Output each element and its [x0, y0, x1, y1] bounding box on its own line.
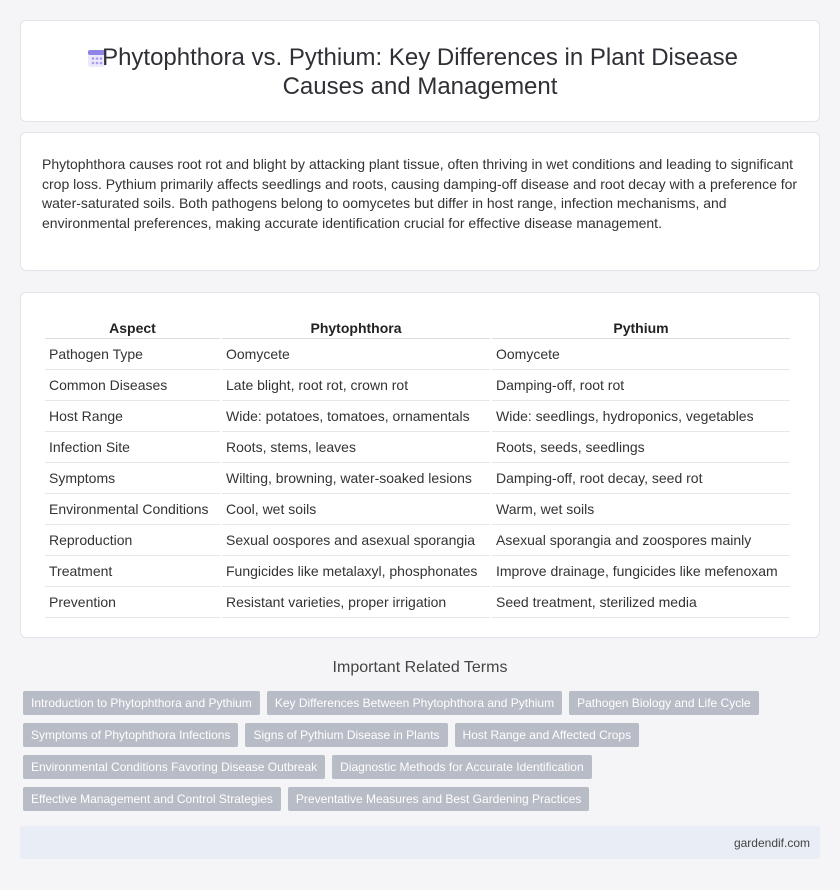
- cell-pythium: Oomycete: [492, 339, 790, 370]
- table-row: [45, 587, 790, 618]
- cell-phytophthora: Cool, wet soils: [222, 494, 490, 525]
- cell-aspect: Symptoms: [45, 463, 220, 494]
- cell-pythium: Wide: seedlings, hydroponics, vegetables: [492, 401, 790, 432]
- cell-aspect: Infection Site: [45, 432, 220, 463]
- cell-phytophthora: Wide: potatoes, tomatoes, ornamentals: [222, 401, 490, 432]
- cell-phytophthora: Fungicides like metalaxyl, phosphonates: [222, 556, 490, 587]
- table-row: [45, 370, 790, 401]
- table-row: [45, 432, 790, 463]
- table-header-row: [45, 317, 790, 339]
- table-row: [45, 556, 790, 587]
- cell-pythium: Asexual sporangia and zoospores mainly: [492, 525, 790, 556]
- cell-phytophthora: Resistant varieties, proper irrigation: [222, 587, 490, 618]
- header-aspect: Aspect: [45, 317, 220, 339]
- table-row: [45, 339, 790, 370]
- cell-aspect: Pathogen Type: [45, 339, 220, 370]
- table-row: [45, 525, 790, 556]
- related-term-tag[interactable]: Key Differences Between Phytophthora and Pythium: [267, 691, 562, 715]
- header-card: [20, 20, 820, 122]
- related-term-tag[interactable]: Introduction to Phytophthora and Pythium: [23, 691, 260, 715]
- footer: [20, 826, 820, 859]
- cell-pythium: Damping-off, root rot: [492, 370, 790, 401]
- page-title: Phytophthora vs. Pythium: Key Differences in Plant Disease Causes and Management: [102, 44, 738, 100]
- cell-aspect: Common Diseases: [45, 370, 220, 401]
- table-row: [45, 494, 790, 525]
- related-terms-list: [23, 691, 823, 819]
- intro-paragraph: Phytophthora causes root rot and blight by attacking plant tissue, often thriving in wet conditions and leading to significant crop loss. Pythium primarily affects seedlings and roots, causing damping-off disease and root decay with a preference for water-saturated soils. Both pathogens belong to oomycetes but differ in host range, infection mechanisms, and environmental preferences, making accurate identification crucial for effective disease management.: [42, 156, 798, 231]
- cell-pythium: Roots, seeds, seedlings: [492, 432, 790, 463]
- cell-phytophthora: Late blight, root rot, crown rot: [222, 370, 490, 401]
- comparison-table-card: [20, 292, 820, 638]
- related-term-tag[interactable]: Environmental Conditions Favoring Disease Outbreak: [23, 755, 325, 779]
- cell-phytophthora: Sexual oospores and asexual sporangia: [222, 525, 490, 556]
- header-phytophthora: Phytophthora: [222, 317, 490, 339]
- cell-aspect: Prevention: [45, 587, 220, 618]
- cell-phytophthora: Wilting, browning, water-soaked lesions: [222, 463, 490, 494]
- cell-aspect: Environmental Conditions: [45, 494, 220, 525]
- table-row: [45, 401, 790, 432]
- cell-pythium: Seed treatment, sterilized media: [492, 587, 790, 618]
- cell-phytophthora: Roots, stems, leaves: [222, 432, 490, 463]
- intro-card: [20, 132, 820, 271]
- related-term-tag[interactable]: Host Range and Affected Crops: [455, 723, 640, 747]
- comparison-table: [43, 317, 792, 618]
- related-term-tag[interactable]: Pathogen Biology and Life Cycle: [569, 691, 758, 715]
- cell-phytophthora: Oomycete: [222, 339, 490, 370]
- cell-pythium: Improve drainage, fungicides like mefenoxam: [492, 556, 790, 587]
- cell-aspect: Treatment: [45, 556, 220, 587]
- related-term-tag[interactable]: Effective Management and Control Strategies: [23, 787, 281, 811]
- header-pythium: Pythium: [492, 317, 790, 339]
- footer-site-link[interactable]: gardendif.com: [733, 836, 810, 850]
- related-term-tag[interactable]: Diagnostic Methods for Accurate Identification: [332, 755, 591, 779]
- related-term-tag[interactable]: Signs of Pythium Disease in Plants: [245, 723, 447, 747]
- related-terms-title: Important Related Terms: [332, 659, 508, 676]
- table-row: [45, 463, 790, 494]
- related-term-tag[interactable]: Symptoms of Phytophthora Infections: [23, 723, 238, 747]
- related-term-tag[interactable]: Preventative Measures and Best Gardening Practices: [288, 787, 589, 811]
- cell-aspect: Host Range: [45, 401, 220, 432]
- cell-pythium: Damping-off, root decay, seed rot: [492, 463, 790, 494]
- cell-aspect: Reproduction: [45, 525, 220, 556]
- cell-pythium: Warm, wet soils: [492, 494, 790, 525]
